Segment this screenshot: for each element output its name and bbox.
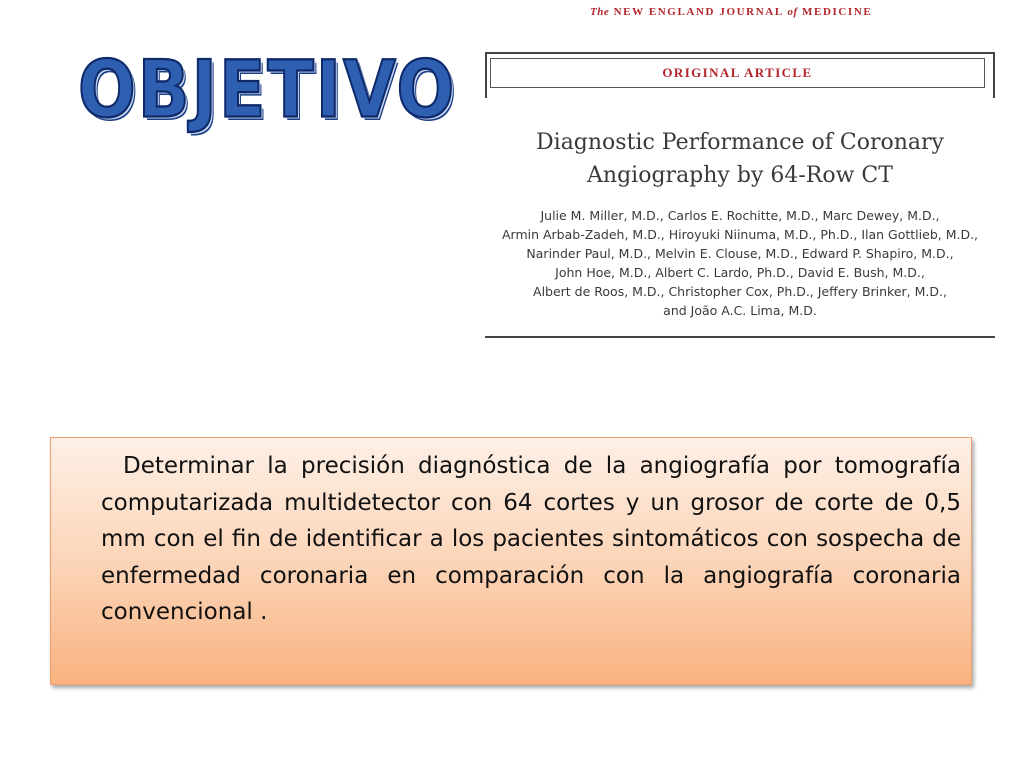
author-line: Narinder Paul, M.D., Melvin E. Clouse, M.D., Edward P. Shapiro, M.D., — [526, 246, 954, 261]
article-authors — [485, 206, 995, 320]
article-title — [485, 126, 995, 192]
objective-text: Determinar la precisión diagnóstica de la angiografía por tomografía computarizada multidetector con 64 cortes y un grosor de corte de 0,5 mm con el fin de identificar a los pacientes sintomáticos con sospecha de enfermedad coronaria en comparación con la angiografía coronaria convencional . — [101, 453, 961, 626]
article-header — [485, 52, 995, 98]
journal-name-part1: NEW ENGLAND JOURNAL — [613, 6, 784, 18]
objective-text-box — [50, 437, 972, 685]
slide-title: OBJETIVO — [78, 45, 457, 136]
original-article-label: ORIGINAL ARTICLE — [490, 58, 985, 88]
header-top-rule — [485, 52, 995, 54]
header-right-rule — [993, 52, 995, 98]
article-title-line: Angiography by 64-Row CT — [587, 163, 893, 188]
article-bottom-rule — [485, 336, 995, 338]
author-line: and João A.C. Lima, M.D. — [663, 303, 817, 318]
author-line: John Hoe, M.D., Albert C. Lardo, Ph.D., David E. Bush, M.D., — [555, 265, 925, 280]
journal-masthead — [590, 6, 872, 18]
author-line: Julie M. Miller, M.D., Carlos E. Rochitte, M.D., Marc Dewey, M.D., — [540, 208, 940, 223]
article-title-line: Diagnostic Performance of Coronary — [536, 130, 944, 155]
author-line: Albert de Roos, M.D., Christopher Cox, Ph.D., Jeffery Brinker, M.D., — [533, 284, 947, 299]
author-line: Armin Arbab-Zadeh, M.D., Hiroyuki Niinuma, M.D., Ph.D., Ilan Gottlieb, M.D., — [501, 227, 979, 242]
journal-prefix: The — [590, 6, 610, 18]
journal-connector: of — [787, 6, 798, 18]
header-left-rule — [485, 52, 487, 98]
journal-name-part2: MEDICINE — [802, 6, 873, 18]
